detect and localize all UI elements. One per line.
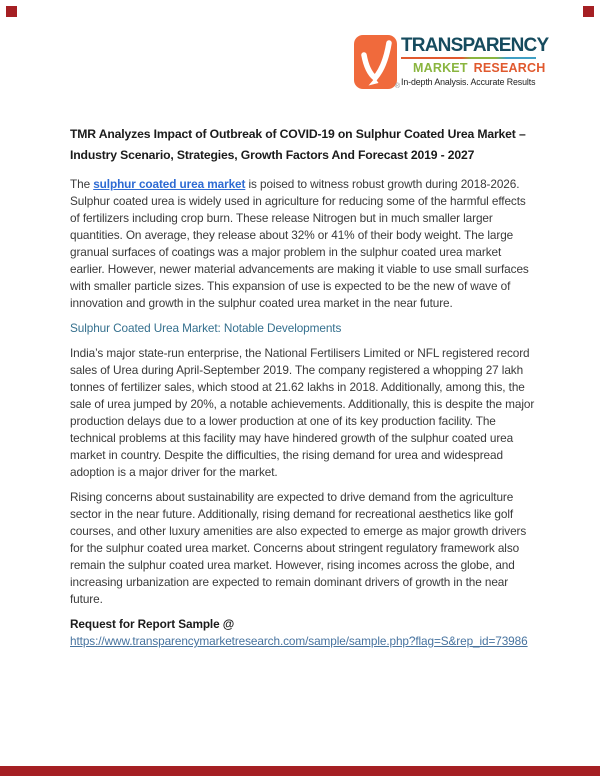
brand-name: TRANSPARENCY [401, 35, 549, 56]
tmr-logo-text [401, 35, 549, 87]
article [70, 124, 536, 650]
bottom-accent-bar [0, 766, 600, 776]
intro-paragraph [70, 176, 536, 312]
brand-divider [401, 57, 536, 59]
request-sample-label: Request for Report Sample @ [70, 617, 235, 631]
notable-developments-heading: Sulphur Coated Urea Market: Notable Developments [70, 321, 342, 335]
sample-url-link[interactable]: https://www.transparencymarketresearch.com/sample/sample.php?flag=S&rep_id=73986 [70, 634, 528, 648]
drivers-paragraph: Rising concerns about sustainability are expected to drive demand from the agriculture sector in the near future. Additionally, rising demand for recreational aesthetics like golf courses, and other luxury amenities are also expected to emerge as major growth drivers for the sulphur coated urea market. Concerns about stringent regulatory framework also remain the sulphur coated urea market. However, rising incomes across the globe, and increasing urbanization are expected to remain dominant drivers of growth in the near future. [70, 490, 527, 606]
checkmark-quill-icon [354, 35, 397, 89]
developments-paragraph: India’s major state-run enterprise, the National Fertilisers Limited or NFL registered record sales of Urea during April-September 2019. The company registered a whopping 27 lakh tonnes of fertilizer sales, which stood at 21.62 lakhs in 2018. Additionally, among this, the sale of urea jumped by 20%, a notable achievements. Additionally, this is despite the major production delays due to a lower production at one of its key production facility. The technical problems at this facility may have hindered growth of the sulphur coated urea market in country. Despite the difficulties, the rising demand for urea and widespread adoption is a major driver for the market. [70, 346, 535, 479]
top-left-corner-accent [6, 6, 17, 17]
registered-mark: ® [394, 83, 400, 90]
brand-subline [401, 61, 546, 75]
tmr-logo-icon [354, 35, 400, 90]
article-title: TMR Analyzes Impact of Outbreak of COVID-19 on Sulphur Coated Urea Market – Industry Scenario, Strategies, Growth Factors And Forecast 2019 - 2027 [70, 127, 526, 162]
market-word: MARKET [413, 61, 468, 75]
intro-prefix: The [70, 177, 94, 191]
top-right-corner-accent [583, 6, 594, 17]
tmr-logo [354, 35, 549, 90]
logo-tagline: In-depth Analysis. Accurate Results [401, 77, 536, 87]
market-link[interactable]: sulphur coated urea market [93, 177, 246, 191]
research-word: RESEARCH [473, 61, 546, 75]
intro-rest: is poised to witness robust growth during 2018-2026. Sulphur coated urea is widely used in agriculture for reducing some of the harmful effects of fertilizers including crop burn. These release Nitrogen but in much smaller larger quantities. On average, they release about 32% or 41% of their body weight. The large granual surfaces of coatings was a major problem in the sulphur coated urea market earlier. However, newer material advancements are making it viable to use small surfaces with smaller particle sizes. This expansion of use is expected to be the new of wave of innovation and growth in the sulphur coated urea market in the near future. [70, 177, 529, 310]
